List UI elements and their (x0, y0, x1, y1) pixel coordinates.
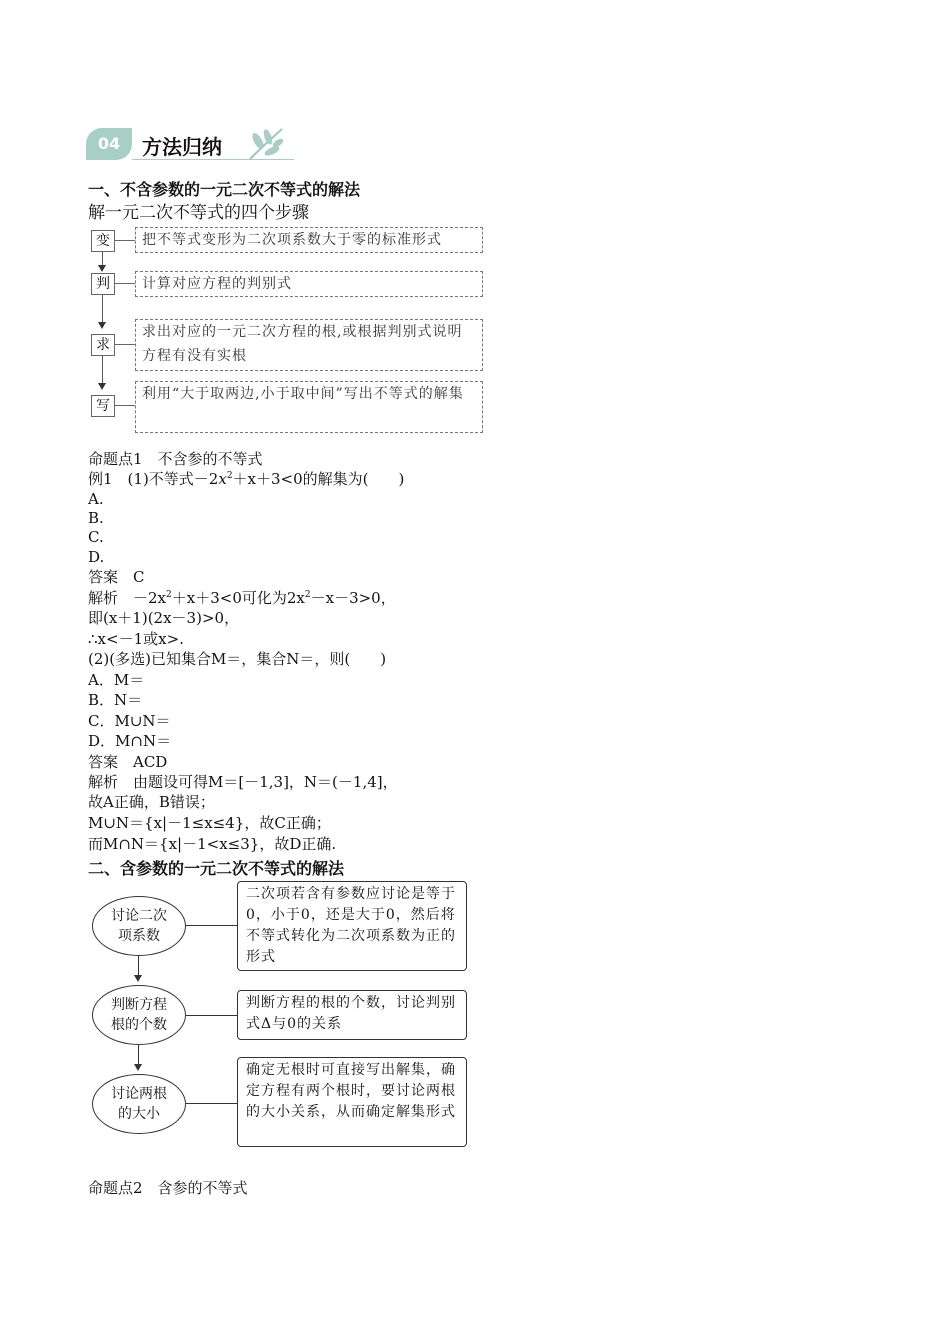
step-label-transform: 变 (91, 230, 115, 252)
section-number-badge: 04 (86, 128, 132, 160)
flow-oval-coefficient: 讨论二次 项系数 (92, 896, 186, 956)
topic-1: 命题点1 不含参的不等式 (88, 450, 263, 468)
step-label-solve: 求 (91, 334, 115, 356)
step-text-solve: 求出对应的一元二次方程的根,或根据判别式说明方程有没有实根 (135, 319, 483, 371)
flow-box-root-count: 判断方程的根的个数，讨论判别式Δ与0的关系 (237, 990, 467, 1040)
step-label-judge: 判 (91, 273, 115, 295)
option-d: D. (88, 548, 105, 566)
option-d: D．M∩N＝ (88, 732, 172, 750)
option-c: C．M∪N＝ (88, 712, 171, 730)
section2-heading: 二、含参数的一元二次不等式的解法 (88, 859, 345, 878)
section-title: 方法归纳 (142, 135, 222, 159)
option-a: A．M＝ (88, 671, 145, 689)
example1-analysis: 解析 $-2x^2+x+3<0$可化为$2x^2-x-3>0$， (88, 589, 396, 607)
option-c: C. (88, 528, 104, 546)
analysis-line: M∪N＝{x|－1≤x≤4}，故C正确； (88, 814, 331, 832)
analysis-line: 解析 由题设可得M＝[－1,3]，N＝(－1,4]， (88, 773, 398, 791)
steps-title: 解一元二次不等式的四个步骤 (88, 203, 309, 223)
arrow-down-icon (98, 265, 106, 272)
arrow-down-icon (134, 975, 142, 982)
analysis-line: 故A正确，B错误； (88, 793, 215, 811)
option-b: B. (88, 509, 104, 527)
arrow-down-icon (98, 322, 106, 329)
arrow-down-icon (134, 1064, 142, 1071)
analysis-line: 即(x＋1)(2x－3)>0， (88, 609, 240, 627)
flow-oval-root-compare: 讨论两根 的大小 (92, 1074, 186, 1134)
topic-2: 命题点2 含参的不等式 (88, 1179, 248, 1197)
arrow-down-icon (98, 383, 106, 390)
section1-heading: 一、不含参数的一元二次不等式的解法 (88, 180, 361, 199)
flow-oval-root-count: 判断方程 根的个数 (92, 985, 186, 1045)
analysis-line: 而M∩N＝{x|－1<x≤3}，故D正确. (88, 835, 337, 853)
flow-box-root-compare: 确定无根时可直接写出解集，确定方程有两个根时，要讨论两根的大小关系，从而确定解集形式 (237, 1057, 467, 1147)
example1-answer: 答案 C (88, 568, 145, 586)
flow-box-coefficient: 二次项若含有参数应讨论是等于0，小于0，还是大于0，然后将不等式转化为二次项系数为正的形式 (237, 881, 467, 971)
option-a: A. (88, 490, 104, 508)
example2-answer: 答案 ACD (88, 753, 168, 771)
step-text-judge: 计算对应方程的判别式 (135, 271, 483, 297)
step-text-write: 利用“大于取两边,小于取中间”写出不等式的解集 (135, 381, 483, 433)
option-b: B．N＝ (88, 691, 143, 709)
example1-question: 例1 (1)不等式$-2x^2+x+3<0$的解集为( ) (88, 470, 405, 488)
analysis-line: ∴x<－1或x>. (88, 630, 184, 648)
step-label-write: 写 (91, 395, 115, 417)
example2-question: (2)(多选)已知集合M＝，集合N＝，则( ) (88, 650, 387, 668)
step-text-transform: 把不等式变形为二次项系数大于零的标准形式 (135, 227, 483, 253)
leaf-icon (244, 125, 286, 161)
